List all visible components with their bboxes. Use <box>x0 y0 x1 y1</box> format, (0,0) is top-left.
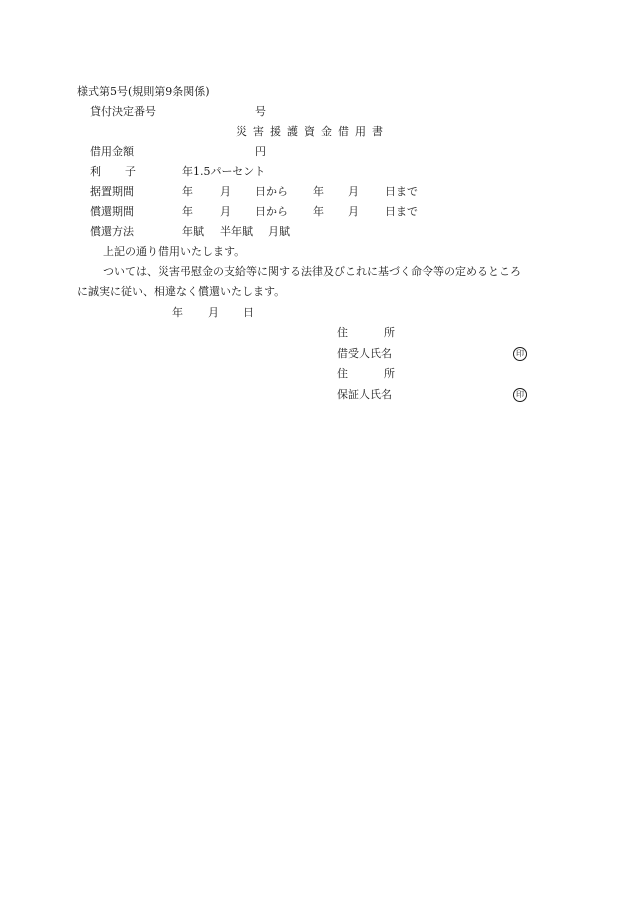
repayment-period-year: 年 <box>182 205 193 218</box>
repayment-method-semiannual: 半年賦 <box>220 225 253 238</box>
repayment-method-monthly: 月賦 <box>268 225 290 238</box>
repayment-method-label: 償還方法 <box>90 225 134 238</box>
guarantor-address-label-1: 住 <box>337 367 348 380</box>
guarantor-name-label: 保証人氏名 <box>337 388 392 401</box>
repayment-period-day-from: 日から <box>255 205 288 218</box>
repayment-period-month: 月 <box>220 205 231 218</box>
borrow-amount-unit: 円 <box>255 145 266 158</box>
interest-label-2: 子 <box>125 165 136 178</box>
date-day: 日 <box>243 306 254 319</box>
body-line-3: に誠実に従い、相違なく償還いたします。 <box>77 285 286 298</box>
document-title: 災 害 援 護 資 金 借 用 書 <box>236 125 383 138</box>
loan-decision-number-suffix: 号 <box>255 105 266 118</box>
borrower-address-label-2: 所 <box>384 326 395 339</box>
repayment-period-day-until: 日まで <box>385 205 418 218</box>
deferment-year2: 年 <box>313 185 324 198</box>
body-line-2: ついては、災害弔慰金の支給等に関する法律及びこれに基づく命令等の定めるところ <box>103 265 521 278</box>
deferment-year: 年 <box>182 185 193 198</box>
deferment-month2: 月 <box>348 185 359 198</box>
date-month: 月 <box>208 306 219 319</box>
deferment-month: 月 <box>220 185 231 198</box>
guarantor-seal-icon: 印 <box>513 388 527 402</box>
date-year: 年 <box>172 306 183 319</box>
form-header: 様式第5号(規則第9条関係) <box>77 85 210 98</box>
repayment-period-year2: 年 <box>313 205 324 218</box>
repayment-method-annual: 年賦 <box>182 225 204 238</box>
borrower-name-label: 借受人氏名 <box>337 347 392 360</box>
interest-label-1: 利 <box>90 165 101 178</box>
repayment-period-month2: 月 <box>348 205 359 218</box>
deferment-label: 据置期間 <box>90 185 134 198</box>
loan-decision-number-label: 貸付決定番号 <box>90 105 156 118</box>
body-line-1: 上記の通り借用いたします。 <box>103 245 246 258</box>
repayment-period-label: 償還期間 <box>90 205 134 218</box>
borrower-seal-icon: 印 <box>513 347 527 361</box>
borrower-address-label-1: 住 <box>337 326 348 339</box>
deferment-day-from: 日から <box>255 185 288 198</box>
deferment-day-until: 日まで <box>385 185 418 198</box>
interest-value: 年1.5パーセント <box>182 165 266 178</box>
borrow-amount-label: 借用金額 <box>90 145 134 158</box>
guarantor-address-label-2: 所 <box>384 367 395 380</box>
